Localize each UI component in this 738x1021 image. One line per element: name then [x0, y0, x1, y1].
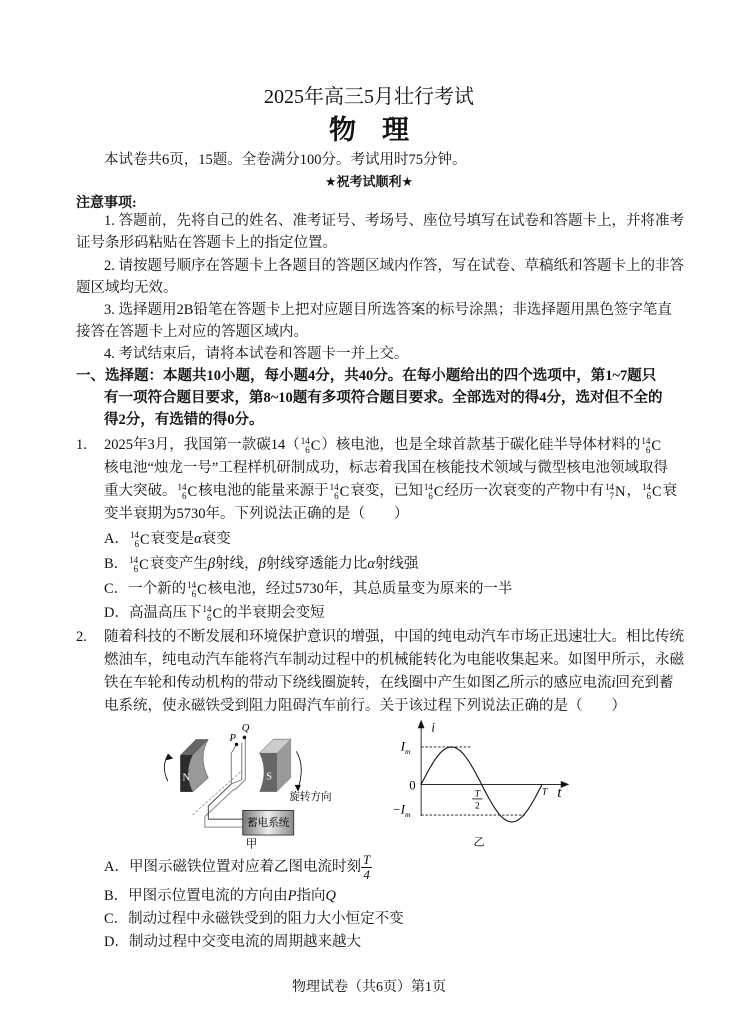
- option-c: [104, 580, 512, 599]
- isotope: 14 6 C: [202, 603, 223, 623]
- text: C．制动过程中永磁铁受到的阻力大小恒定不变: [104, 911, 404, 927]
- question-text: [104, 436, 662, 455]
- figure-generator: [140, 718, 370, 850]
- half-t-num: T: [474, 789, 480, 800]
- italic-symbol: α: [194, 531, 202, 547]
- text: 射线，: [215, 556, 259, 572]
- text: 衰变: [201, 531, 231, 547]
- text: 回充到蓄: [615, 675, 674, 691]
- text: 核电池，经过5730年，其总质量变为原来的一半: [207, 581, 513, 597]
- section-heading: 得2分，有选错的得0分。: [104, 412, 264, 428]
- isotope: 14 6 C: [423, 481, 444, 501]
- note-line: 4. 考试结束后，请将本试卷和答题卡一并上交。: [104, 346, 409, 362]
- blessing: ★祝考试顺利★: [324, 175, 414, 190]
- origin-label: 0: [409, 778, 416, 793]
- note-line: 证号条形码粘贴在答题卡上的指定位置。: [76, 235, 337, 251]
- im-label: $I_m$: [400, 739, 411, 756]
- italic-symbol: α: [367, 556, 375, 572]
- text: 的半衰期会变短: [223, 605, 325, 621]
- caption-jia: 甲: [245, 838, 258, 850]
- text: D．制动过程中交变电流的周期越来越大: [104, 934, 361, 950]
- text: C．一个新的: [104, 581, 187, 597]
- battery-label: 蓄电系统: [247, 818, 290, 830]
- note-line: 1. 答题前，先将自己的姓名、准考证号、考场号、座位号填写在试卷和答题卡上，并将准考: [104, 213, 684, 229]
- option-a: [104, 530, 231, 549]
- text: A．: [104, 531, 129, 547]
- neg-im-label: $-I_m$: [392, 802, 411, 819]
- section-heading: 一、选择题：本题共10小题，每小题4分，共40分。在每小题给出的四个选项中，第1~7题只: [76, 368, 657, 384]
- label-q: Q: [241, 723, 250, 735]
- option-b: [104, 555, 418, 574]
- isotope: 14 6 C: [641, 435, 662, 455]
- question-text: [104, 674, 674, 692]
- option-c: [104, 910, 404, 928]
- text: ）核电池，也是全球首款基于碳化硅半导体材料的: [321, 437, 641, 453]
- text: 射线强: [374, 556, 419, 572]
- label-p: P: [229, 732, 236, 744]
- section-heading: 有一项符合题目要求，第8~10题有多项符合题目要求。全部选对的得4分，选对但不全的: [104, 390, 663, 406]
- text: 随着科技的不断发展和环境保护意识的增强，中国的纯电动汽车市场正迅速壮大。相比传统: [104, 629, 684, 645]
- italic-symbol: Q: [325, 888, 337, 904]
- text: 衰: [662, 483, 678, 499]
- text: 衰变是: [150, 531, 195, 547]
- option-d: [104, 933, 361, 951]
- text: 电系统，使永磁铁受到阻力阻碍汽车前行。关于该过程下列说法正确的是（ ）: [104, 698, 626, 714]
- text: 2025年3月，我国第一款碳14（: [104, 437, 300, 453]
- option-a: [104, 852, 372, 882]
- italic-symbol: β: [207, 556, 216, 572]
- italic-symbol: β: [258, 556, 266, 572]
- option-b: [104, 887, 336, 905]
- text: 核电池“烛龙一号”工程样机研制成功，标志着我国在核能技术领域与微型核电池领域取得: [104, 460, 668, 476]
- y-axis-label: i: [431, 720, 435, 735]
- question-number: 1.: [76, 437, 87, 453]
- isotope: 14 6 C: [129, 554, 149, 574]
- half-t-den: 2: [474, 801, 480, 812]
- italic-symbol: i: [611, 675, 616, 691]
- note-line: 3. 选择题用2B铅笔在答题卡上把对应题目所选答案的标号涂黑；非选择题用黑色签字笔直: [104, 302, 672, 318]
- text: 核电池的能量来源于: [198, 483, 329, 499]
- magnet-s: [259, 739, 291, 792]
- text: A．甲图示磁铁位置对应着乙图电流时刻: [104, 859, 361, 875]
- page-footer: 物理试卷（共6页）第1页: [292, 980, 446, 995]
- text: B．: [104, 556, 129, 572]
- text: ，: [626, 483, 641, 499]
- rotation-arrow-icon: [296, 751, 301, 788]
- magnet-s-label: S: [266, 771, 273, 783]
- question-text: [104, 459, 668, 477]
- isotope: 14 6 C: [300, 435, 321, 455]
- question-text: [104, 651, 684, 669]
- question-text: [104, 482, 677, 501]
- figure-current-graph: [370, 718, 600, 850]
- isotope: 14 6 C: [177, 481, 198, 501]
- subject-title: 物理: [329, 115, 435, 145]
- option-d: [104, 604, 325, 623]
- rotation-label: 旋转方向: [289, 791, 332, 803]
- text: B．甲图示位置电流的方向由: [104, 888, 288, 904]
- exam-title: 2025年高三5月壮行考试: [264, 86, 474, 108]
- question-text: [104, 505, 409, 523]
- text: D．高温高压下: [104, 605, 202, 621]
- text: 燃油车，纯电动汽车能将汽车制动过程中的机械能转化为电能收集起来。如图甲所示，永磁: [104, 652, 684, 668]
- text: 重大突破。: [104, 483, 177, 499]
- isotope: 14 6 C: [187, 579, 207, 599]
- question-number: 2.: [76, 629, 87, 645]
- italic-symbol: P: [287, 888, 297, 904]
- notes-heading: 注意事项:: [76, 196, 137, 211]
- text: 经历一次衰变的产物中有: [444, 483, 605, 499]
- text: 铁在车轮和传动机构的带动下绕线圈旋转，在线圈中产生如图乙所示的感应电流: [104, 675, 612, 691]
- text: 衰变产生: [149, 556, 208, 572]
- caption-yi: 乙: [473, 836, 485, 849]
- text: 变半衰期为5730年。下列说法正确的是（ ）: [104, 506, 409, 522]
- note-line: 题区域均无效。: [76, 280, 178, 296]
- fraction: $\frac{T}{4}$: [362, 852, 371, 883]
- isotope: 14 6 C: [642, 481, 662, 501]
- text: 衰变，已知: [350, 483, 423, 499]
- note-line: 接答在答题卡上对应的答题区域内。: [76, 324, 308, 340]
- note-line: 2. 请按题号顺序在答题卡上各题目的答题区域内作答，写在试卷、草稿纸和答题卡上的非答: [104, 258, 684, 274]
- question-text: [104, 628, 684, 646]
- x-axis-label: t: [557, 785, 562, 802]
- text: 射线穿透能力比: [265, 556, 368, 572]
- isotope: 14 7 N: [605, 481, 626, 501]
- magnet-n-label: N: [182, 772, 191, 784]
- t-label: T: [542, 787, 548, 798]
- question-text: [104, 697, 626, 715]
- isotope: 14 6 C: [129, 529, 150, 549]
- text: 指向: [296, 888, 326, 904]
- isotope: 14 6 C: [329, 481, 350, 501]
- exam-info: 本试卷共6页，15题。全卷满分100分。考试用时75分钟。: [104, 152, 467, 168]
- magnet-n: [180, 739, 208, 792]
